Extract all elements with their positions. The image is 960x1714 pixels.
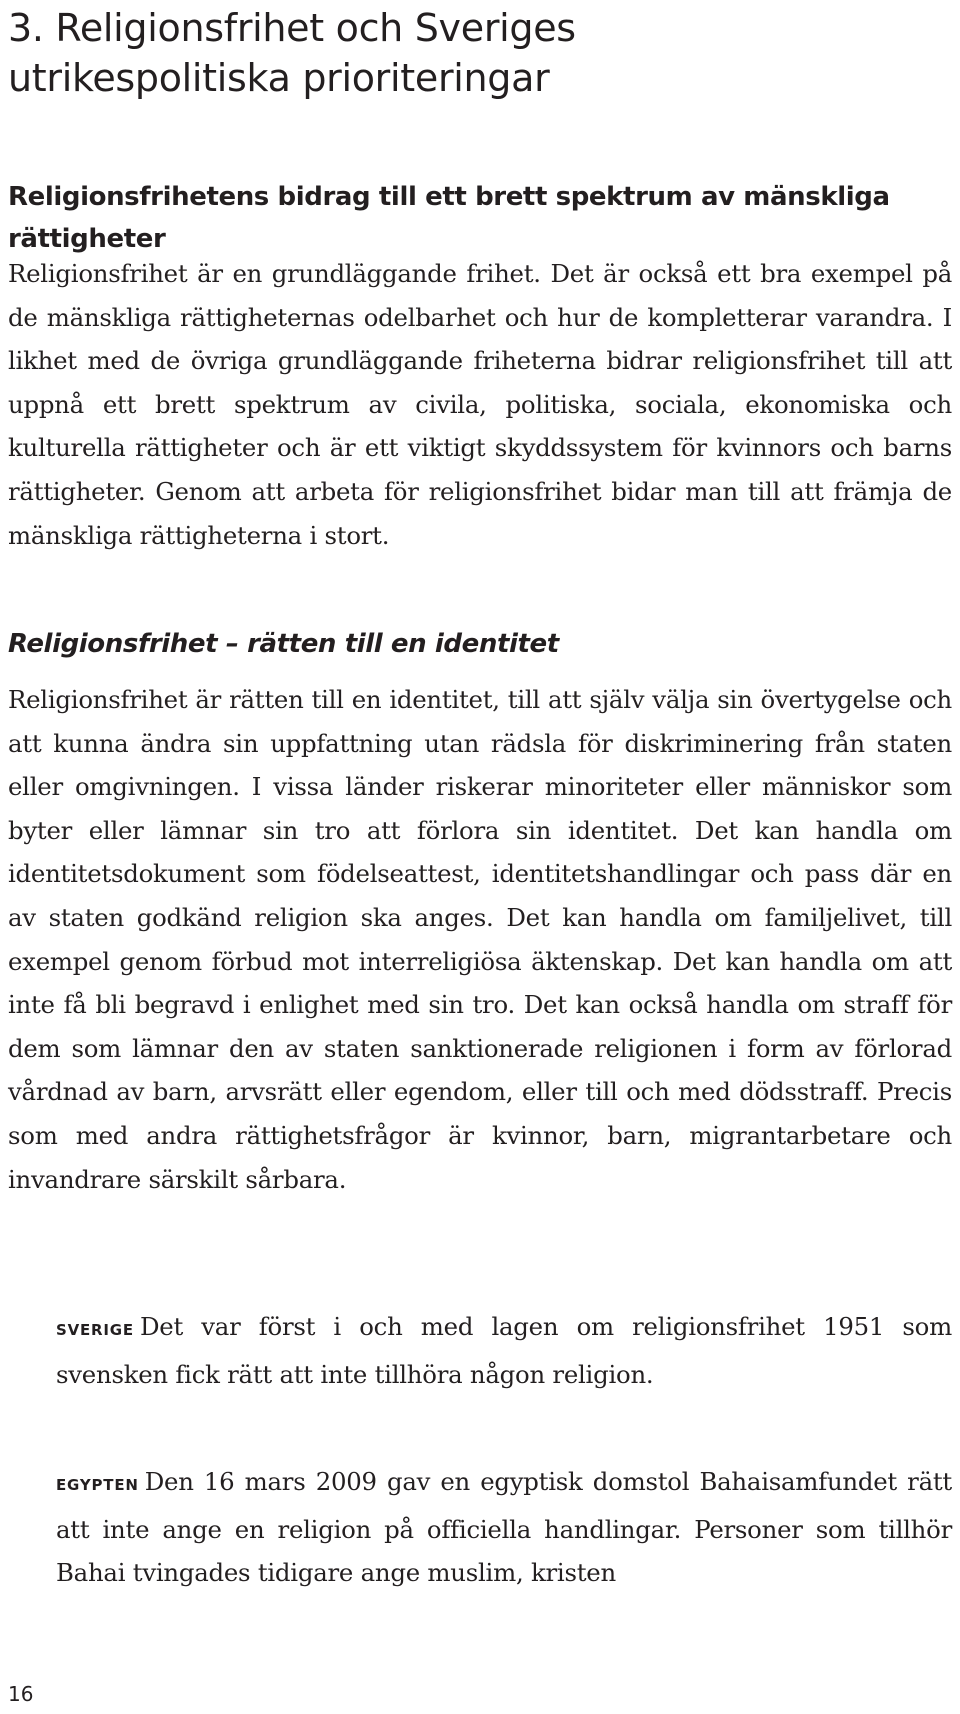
case-text-egypten: Den 16 mars 2009 gav en egyptisk domstol Bahaisamfundet rätt att inte ange en religion på officiella handlingar. Personer som tillhör Bahai tvingades tidigare ange muslim, kristen: [56, 1467, 952, 1588]
case-label-sverige: SVERIGE: [56, 1321, 134, 1339]
case-label-egypten: EGYPTEN: [56, 1476, 139, 1494]
page-number: 16: [8, 1682, 34, 1706]
chapter-title-line1: 3. Religionsfrihet och Sveriges: [8, 6, 576, 50]
paragraph-bidrag: Religionsfrihet är en grundläggande frihet. Det är också ett bra exempel på de mänskliga rättigheternas odelbarhet och hur de kompletterar varandra. I likhet med de övriga grundläggande friheterna bidrar religionsfrihet till att uppnå ett brett spektrum av civila, politiska, sociala, ekonomiska och kulturella rättigheter och är ett viktigt skyddssystem för kvinnors och barns rättigheter. Genom att arbeta för religionsfrihet bidar man till att främja de mänskliga rättigheterna i stort.: [8, 259, 952, 550]
document-page: [8, 0, 952, 1588]
paragraph-identitet: Religionsfrihet är rätten till en identitet, till att själv välja sin övertygelse och att kunna ändra sin uppfattning utan rädsla för diskriminering från staten eller omgivningen. I vissa länder riskerar minoriteter eller människor som byter eller lämnar sin tro att förlora sin identitet. Det kan handla om identitetsdokument som födelseattest, identitetshandlingar och pass där en av staten godkänd religion ska anges. Det kan handla om familjelivet, till exempel genom förbud mot interreligiösa äktenskap. Det kan handla om att inte få bli begravd i enlighet med sin tro. Det kan också handla om straff för dem som lämnar den av staten sanktionerade religionen i form av förlorad vårdnad av barn, arvsrätt eller egendom, eller till och med dödsstraff. Precis som med andra rättighetsfrågor är kvinnor, barn, migrantarbetare och invandrare särskilt sårbara.: [8, 685, 952, 1194]
case-text-sverige: Det var först i och med lagen om religionsfrihet 1951 som svensken fick rätt att inte tillhöra någon religion.: [56, 1312, 952, 1389]
case-box-egypten: [56, 1460, 952, 1595]
chapter-title-line2: utrikespolitiska prioriteringar: [8, 56, 550, 100]
chapter-title: [8, 0, 952, 103]
section-heading-bidrag: Religionsfrihetens bidrag till ett brett spektrum av mänskliga rättigheter: [8, 182, 890, 254]
section-heading-identitet: Religionsfrihet – rätten till en identitet: [8, 629, 559, 659]
case-box-sverige: [56, 1305, 952, 1396]
